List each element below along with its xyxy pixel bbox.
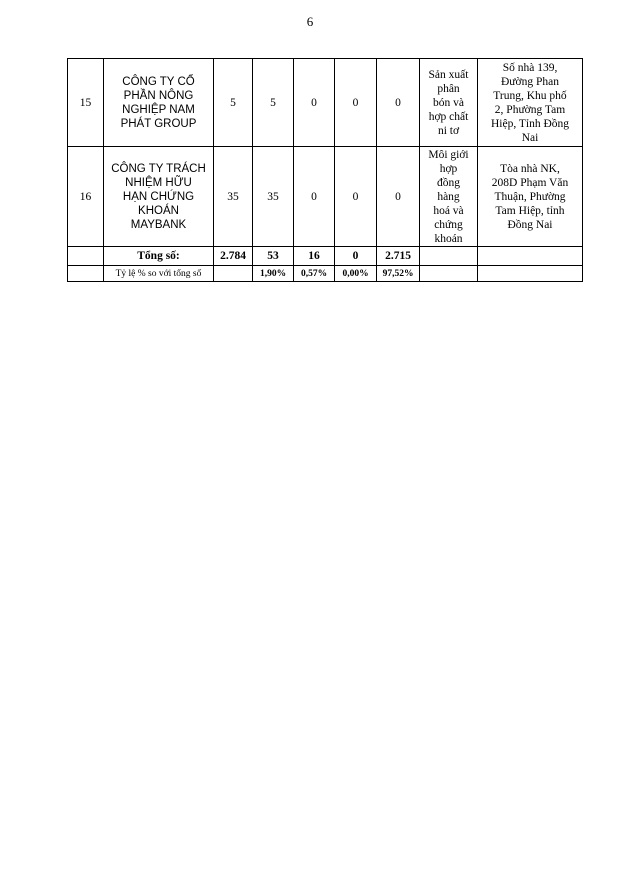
address-line: 208D Phạm Văn bbox=[491, 176, 569, 189]
empty-cell bbox=[478, 266, 583, 282]
value-cell: 35 bbox=[214, 147, 253, 247]
company-name-line: NGHIỆP NAM bbox=[122, 103, 195, 116]
address-line: Đồng Nai bbox=[507, 218, 553, 231]
percent-label: Tỷ lệ % so với tổng số bbox=[104, 266, 214, 282]
address-line: Hiệp, Tỉnh Đồng bbox=[490, 117, 570, 130]
enterprise-table bbox=[67, 58, 583, 282]
address-line: Thuận, Phường bbox=[494, 190, 566, 203]
row-index: 15 bbox=[68, 59, 104, 147]
activity-line: hợp chất bbox=[428, 110, 469, 123]
company-name bbox=[104, 59, 214, 147]
value-cell: 0 bbox=[335, 147, 377, 247]
empty-cell bbox=[68, 266, 104, 282]
empty-cell bbox=[478, 247, 583, 266]
company-name-line: PHẦN NÔNG bbox=[123, 89, 194, 102]
company-name-line: CÔNG TY TRÁCH bbox=[111, 162, 206, 175]
company-name-line: MAYBANK bbox=[130, 218, 187, 231]
company-name-line: NHIỆM HỮU bbox=[125, 176, 192, 189]
percent-value: 0,57% bbox=[294, 266, 335, 282]
company-name-line: HẠN CHỨNG bbox=[122, 190, 195, 203]
address bbox=[478, 59, 583, 147]
address-line: Trung, Khu phố bbox=[493, 89, 567, 102]
address-line: 2, Phường Tam bbox=[494, 103, 566, 116]
total-value: 2.784 bbox=[214, 247, 253, 266]
empty-cell bbox=[214, 266, 253, 282]
activity-line: đồng bbox=[437, 176, 460, 189]
table-row bbox=[68, 59, 583, 147]
value-cell: 0 bbox=[377, 59, 420, 147]
total-value: 2.715 bbox=[377, 247, 420, 266]
total-value: 16 bbox=[294, 247, 335, 266]
address-line: Tam Hiệp, tỉnh bbox=[495, 204, 565, 217]
empty-cell bbox=[420, 247, 478, 266]
activity-line: khoán bbox=[434, 232, 463, 245]
table-row bbox=[68, 147, 583, 247]
company-name-line: PHÁT GROUP bbox=[120, 117, 197, 130]
company-name-line: KHOÁN bbox=[138, 204, 179, 217]
value-cell: 0 bbox=[377, 147, 420, 247]
activity-line: hoá và bbox=[433, 204, 464, 217]
total-value: 53 bbox=[253, 247, 294, 266]
total-row bbox=[68, 247, 583, 266]
activity-line: bón và bbox=[433, 96, 464, 109]
percent-row bbox=[68, 266, 583, 282]
activity-line: chứng bbox=[434, 218, 463, 231]
percent-value: 97,52% bbox=[377, 266, 420, 282]
company-name bbox=[104, 147, 214, 247]
address-line: Nai bbox=[521, 131, 539, 144]
business-activity bbox=[420, 59, 478, 147]
value-cell: 5 bbox=[253, 59, 294, 147]
empty-cell bbox=[68, 247, 104, 266]
value-cell: 0 bbox=[335, 59, 377, 147]
activity-line: Môi giới bbox=[428, 148, 469, 161]
empty-cell bbox=[420, 266, 478, 282]
value-cell: 0 bbox=[294, 147, 335, 247]
address-line: Tòa nhà NK, bbox=[500, 162, 560, 175]
business-activity bbox=[420, 147, 478, 247]
activity-line: hợp bbox=[439, 162, 458, 175]
activity-line: ni tơ bbox=[437, 124, 460, 137]
address bbox=[478, 147, 583, 247]
row-index: 16 bbox=[68, 147, 104, 247]
total-value: 0 bbox=[335, 247, 377, 266]
value-cell: 5 bbox=[214, 59, 253, 147]
page-number: 6 bbox=[306, 14, 314, 29]
activity-line: phân bbox=[437, 82, 460, 95]
address-line: Đường Phan bbox=[501, 75, 559, 88]
company-name-line: CÔNG TY CỔ bbox=[122, 75, 195, 88]
value-cell: 0 bbox=[294, 59, 335, 147]
activity-line: Sản xuất bbox=[428, 68, 469, 81]
total-label: Tổng số: bbox=[104, 247, 214, 266]
percent-value: 0,00% bbox=[335, 266, 377, 282]
activity-line: hàng bbox=[437, 190, 460, 203]
address-line: Số nhà 139, bbox=[502, 61, 558, 74]
value-cell: 35 bbox=[253, 147, 294, 247]
percent-value: 1,90% bbox=[253, 266, 294, 282]
